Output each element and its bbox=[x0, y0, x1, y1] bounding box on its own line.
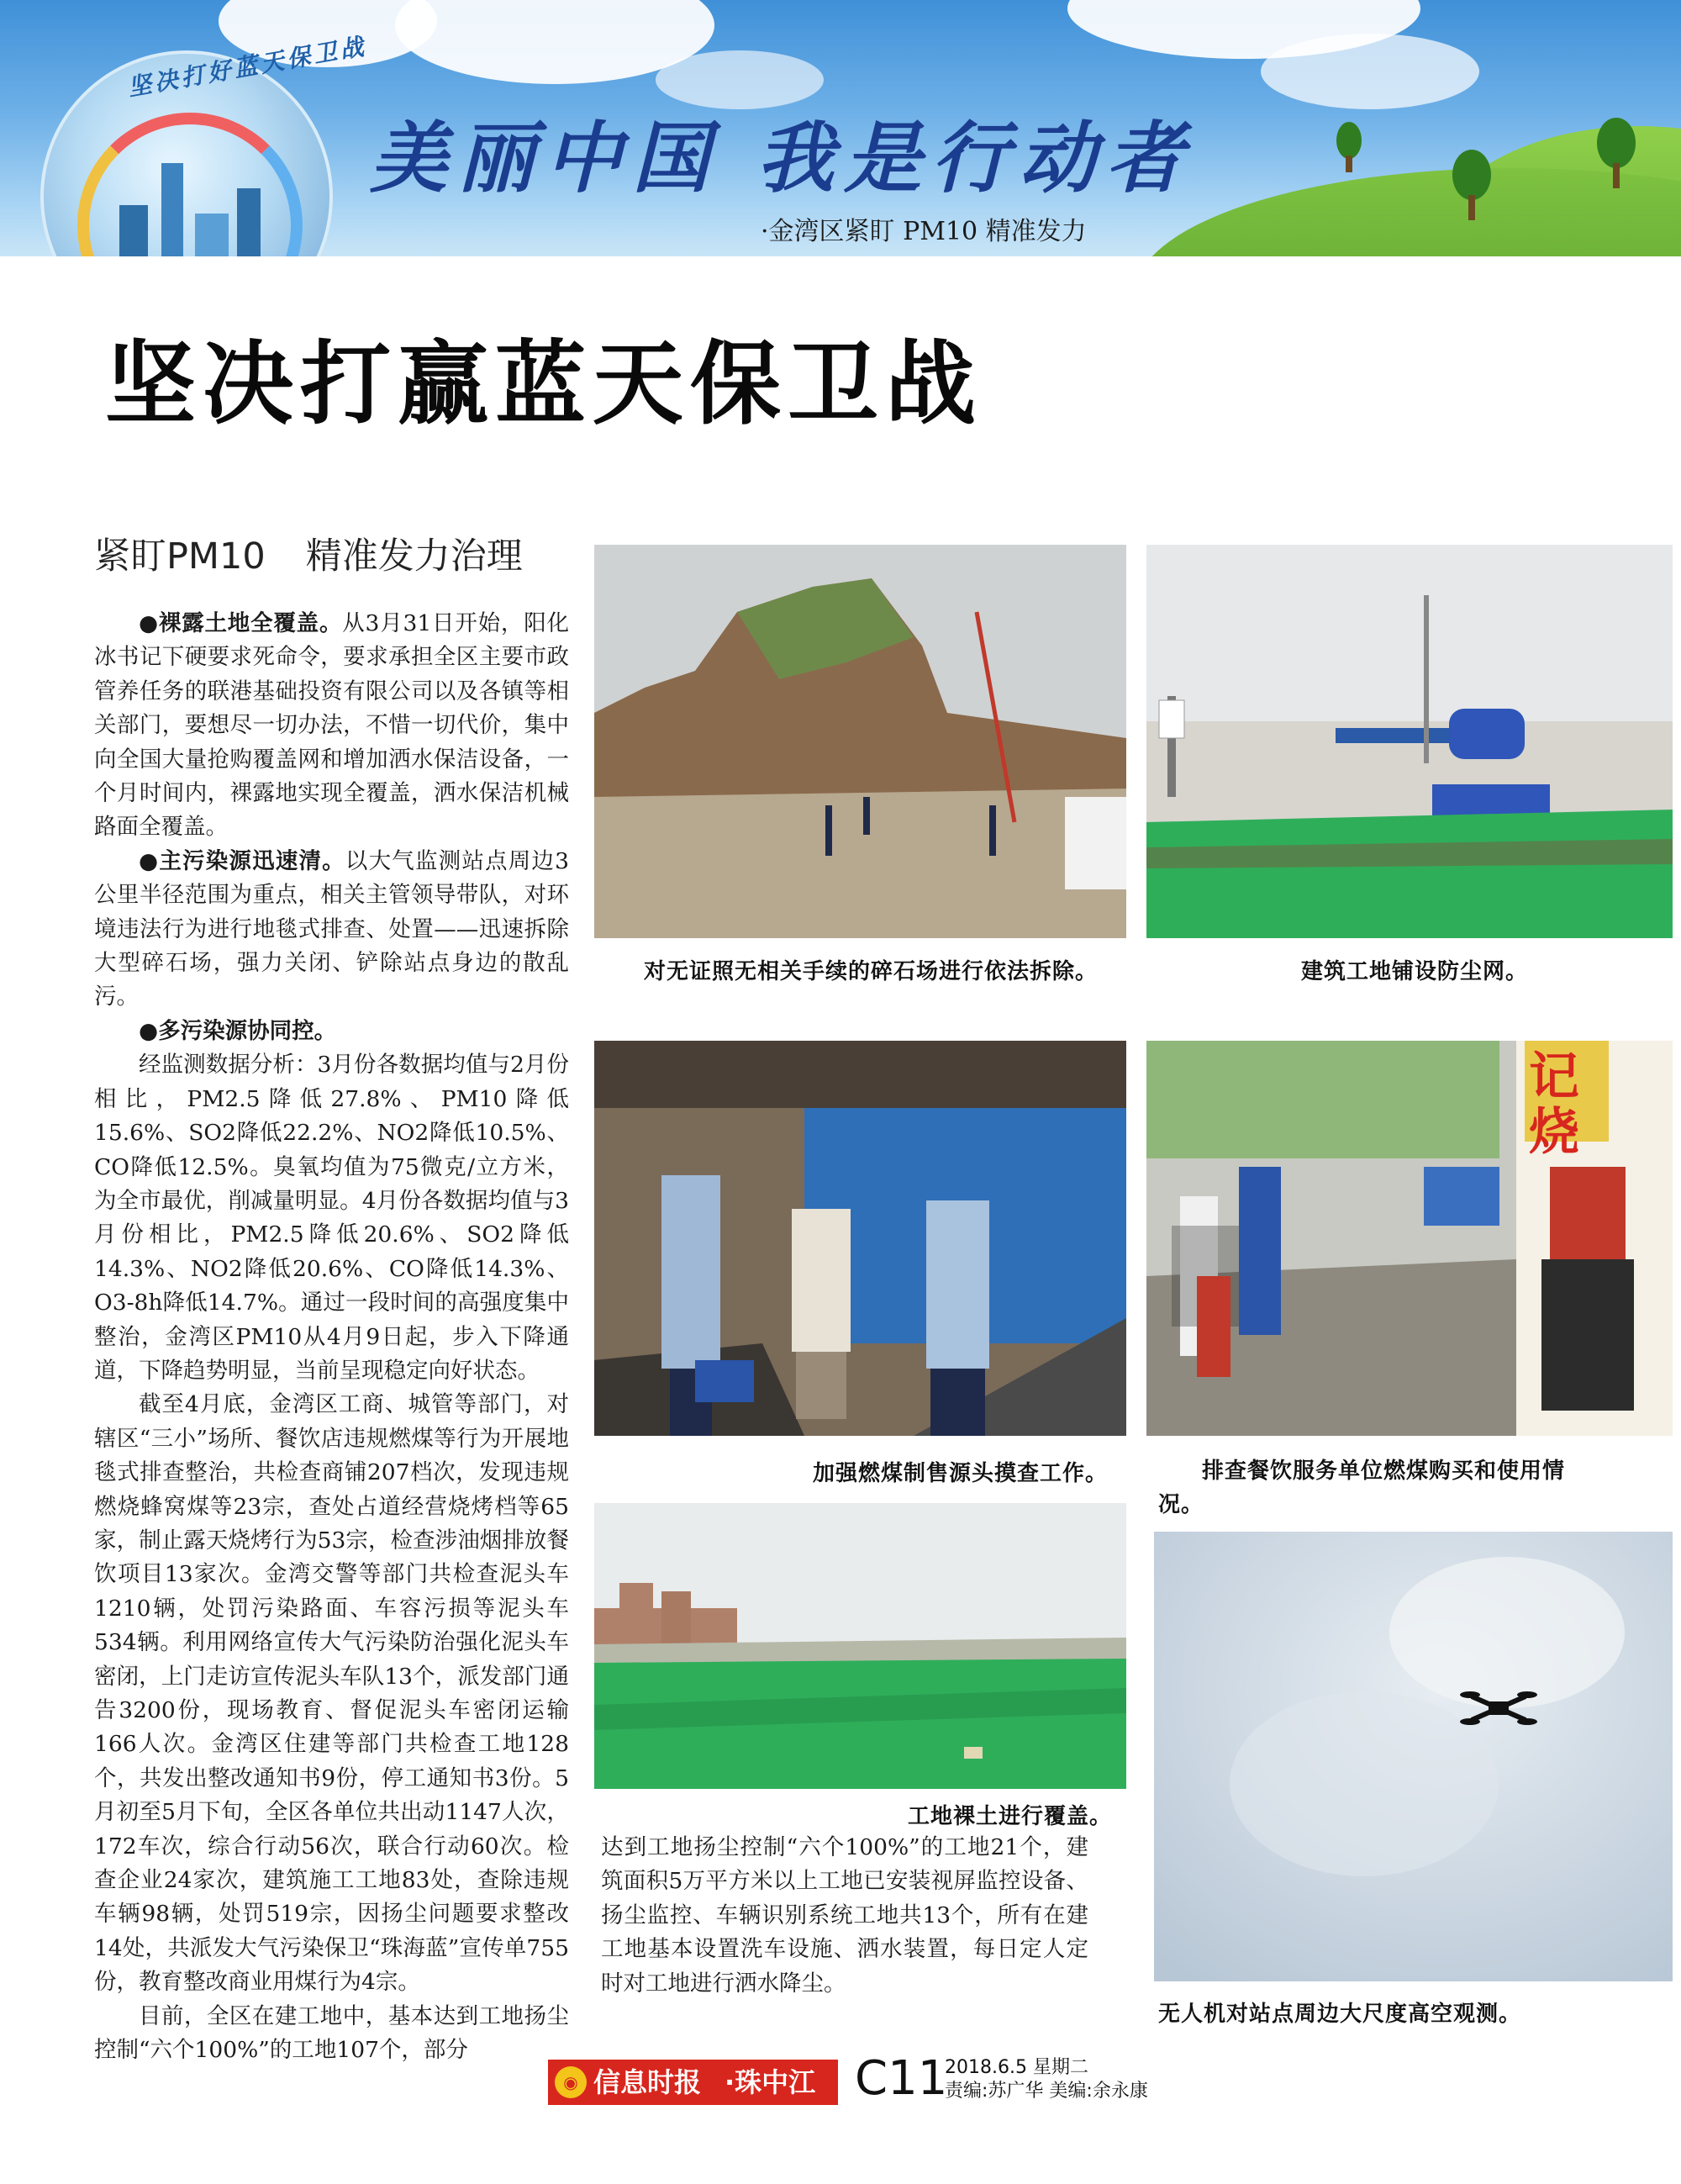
article-column bbox=[94, 607, 569, 2067]
footer-meta bbox=[945, 2056, 1148, 2103]
issue-date: 2018.6.5 星期二 bbox=[945, 2057, 1088, 2078]
paragraph-text: 目前，全区在建工地中，基本达到工地扬尘控制“六个100%”的工地107个，部分 bbox=[94, 2002, 569, 2064]
article-paragraph bbox=[94, 1388, 569, 1999]
paragraph-text: 从3月31日开始，阳化冰书记下硬要求死命令，要求承担全区主要市政管养任务的联港基础投资有限公司以及各镇等相关部门，要想尽一切办法，不惜一切代价，集中向全国大量抢购覆盖网和增加洒水保洁设备，一个月时间内，裸露地实现全覆盖，洒水保洁机械路面全覆盖。 bbox=[94, 610, 569, 841]
caption-quarry: 对无证照无相关手续的碎石场进行依法拆除。 bbox=[644, 959, 1099, 984]
paragraph-lead: ●多污染源协同控。 bbox=[139, 1017, 337, 1044]
paragraph-text: 截至4月底，金湾区工商、城管等部门，对辖区“三小”场所、餐饮店违规燃煤等行为开展地毯式排查整治，共检查商铺207档次，发现违规燃烧蜂窝煤等23宗，查处占道经营烧烤档等65家，制止露天烧烤行为53宗，检查涉油烟排放餐饮项目13家次。金湾交警等部门共检查泥头车1210辆，处罚污染路面、车容污损等泥头车534辆。利用网络宣传大气污染防治强化泥头车密闭，上门走访宣传泥头车队13个，派发部门通告3200份，现场教育、督促泥头车密闭运输166人次。金湾区住建等部门共检查工地128个，共发出整改通知书9份，停工通知书3份。5月初至5月下旬，全区各单位共出动1147人次，172车次，综合行动56次，联合行动60次。检查企业24家次，建筑施工工地83处，查除违规车辆98辆，处罚519宗，因扬尘问题要求整改14处，共派发大气污染保卫“珠海蓝”宣传单755份，教育整改商业用煤行为4宗。 bbox=[94, 1391, 569, 1996]
newspaper-name: 信息时报 bbox=[593, 2066, 702, 2098]
banner-subtitle: ·金湾区紧盯 PM10 精准发力 bbox=[761, 217, 1087, 246]
brand-title: 美丽中国 我是行动者 bbox=[370, 113, 1194, 203]
article-paragraph bbox=[94, 1015, 569, 1048]
photo-covered-soil bbox=[594, 1503, 1126, 1789]
caption-restaurant-inspection: 排查餐饮服务单位燃煤购买和使用情况。 bbox=[1158, 1459, 1566, 1517]
paragraph-lead: ●裸露土地全覆盖。 bbox=[139, 610, 343, 636]
article-paragraph bbox=[94, 845, 569, 1015]
photo-coal-inspection bbox=[594, 1041, 1126, 1436]
paragraph-lead: ●主污染源迅速清。 bbox=[139, 847, 345, 874]
subhead-part-b: 精准发力治理 bbox=[305, 535, 523, 578]
newspaper-logo-icon: ◉ bbox=[555, 2066, 587, 2098]
newspaper-nameplate bbox=[548, 2060, 838, 2105]
paragraph-text: 经监测数据分析：3月份各数据均值与2月份相比，PM2.5降低27.8%、PM10降低15.6%、SO2降低22.2%、NO2降低10.5%、CO降低12.5%。臭氧均值为75微克/立方米，为全市最优，削减量明显。4月份各数据均值与3月份相比，PM2.5降低20.6%、SO2降低14.3%、NO2降低20.6%、CO降低14.3%、O3-8h降低14.7%。通过一段时间的高强度集中整治，金湾区PM10从4月9日起，步入下降通道，下降趋势明显，当前呈现稳定向好状态。 bbox=[94, 1052, 569, 1384]
masthead-banner bbox=[0, 0, 1681, 256]
article-paragraph bbox=[94, 2000, 569, 2068]
page-number: C11 bbox=[855, 2051, 948, 2106]
article-continuation bbox=[601, 1831, 1088, 2001]
section-subheading bbox=[94, 528, 523, 579]
article-paragraph bbox=[94, 607, 569, 845]
subhead-part-a: 紧盯PM10 bbox=[94, 535, 266, 578]
photo-dust-net bbox=[1146, 545, 1673, 938]
page-headline: 坚决打赢蓝天保卫战 bbox=[105, 332, 983, 437]
arc-slogan: 坚决打好蓝天保卫战 bbox=[125, 32, 369, 102]
editor-credits: 责编:苏广华 美编:余永康 bbox=[945, 2081, 1148, 2102]
caption-dust-net: 建筑工地铺设防尘网。 bbox=[1301, 959, 1529, 984]
caption-covered-soil: 工地裸土进行覆盖。 bbox=[908, 1804, 1113, 1829]
section-name: ·珠中江 bbox=[725, 2066, 816, 2098]
shop-sign-text: 记烧 bbox=[1529, 1047, 1579, 1162]
paragraph-text: 以大气监测站点周边3公里半径范围为重点，相关主管领导带队，对环境违法行为进行地毯式排查、处置——迅速拆除大型碎石场，强力关闭、铲除站点身边的散乱污。 bbox=[94, 847, 569, 1010]
photo-restaurant-inspection bbox=[1146, 1041, 1673, 1436]
continuation-text: 达到工地扬尘控制“六个100%”的工地21个，建筑面积5万平方米以上工地已安装视屏监控设备、扬尘监控、车辆识别系统工地共13个，所有在建工地基本设置洗车设施、洒水装置，每日定人定时对工地进行洒水降尘。 bbox=[601, 1834, 1088, 1997]
photo-drone bbox=[1154, 1532, 1673, 1981]
photo-quarry-demolition bbox=[594, 545, 1126, 938]
caption-coal-inspection: 加强燃煤制售源头摸查工作。 bbox=[813, 1461, 1109, 1486]
article-paragraph bbox=[94, 1048, 569, 1388]
caption-drone: 无人机对站点周边大尺度高空观测。 bbox=[1158, 2002, 1522, 2027]
